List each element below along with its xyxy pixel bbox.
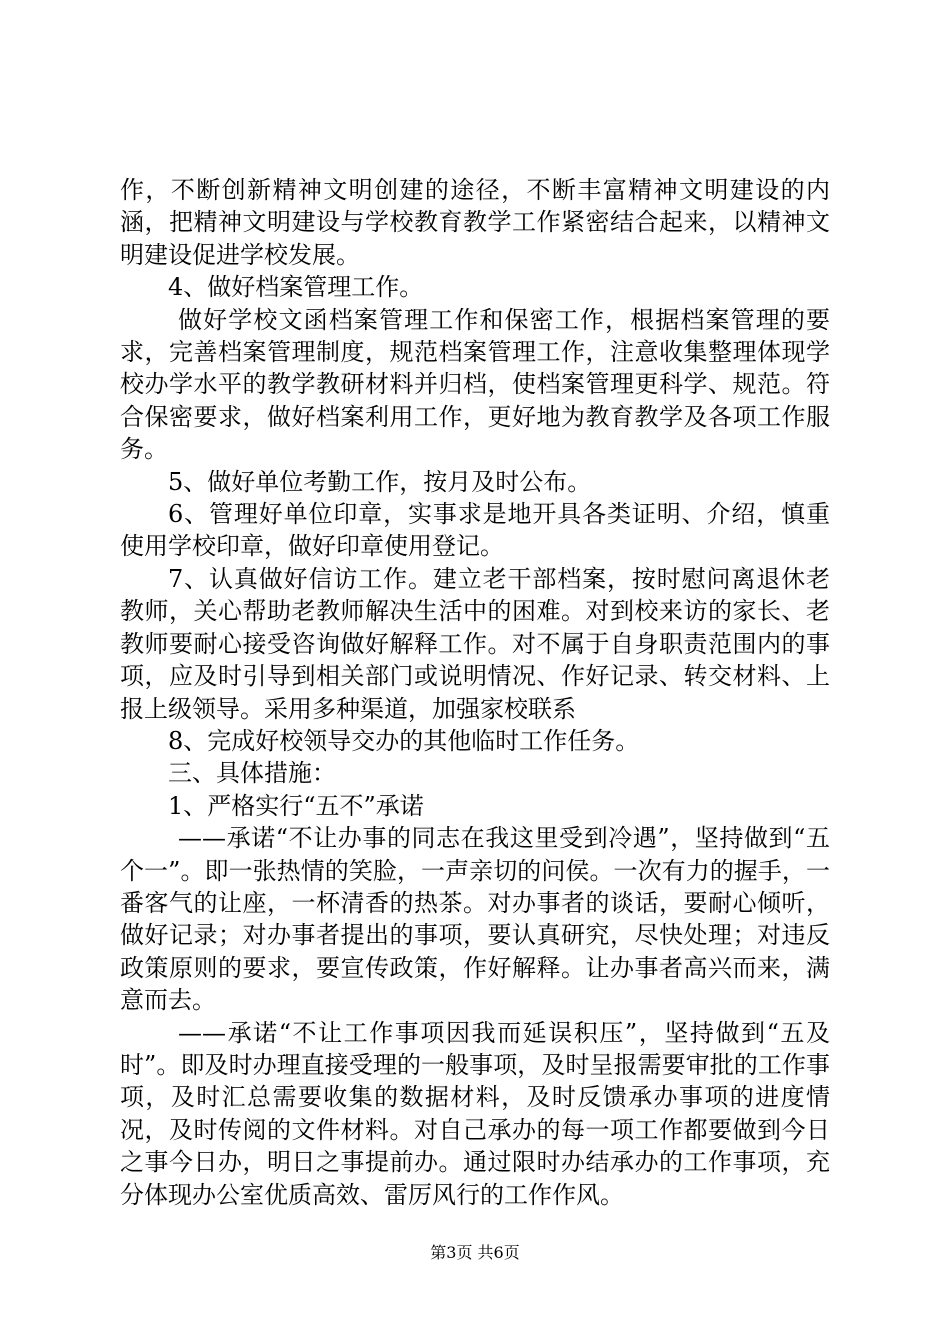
paragraph-item-7: 7、认真做好信访工作。建立老干部档案，按时慰问离退休老教师，关心帮助老教师解决生活中的困难。对到校来访的家长、老教师要耐心接受咨询做好解释工作。对不属于自身职责范围内的事项，应及时引导到相关部门或说明情况、作好记录、转交材料、上报上级领导。采用多种渠道，加强家校联系 xyxy=(120,564,830,723)
document-body xyxy=(120,174,830,1211)
paragraph-item-8: 8、完成好校领导交办的其他临时工作任务。 xyxy=(168,726,640,755)
page-footer xyxy=(0,1243,950,1263)
page-number: 第3页 共6页 xyxy=(430,1243,520,1262)
paragraph-archive-management: 做好学校文函档案管理工作和保密工作，根据档案管理的要求，完善档案管理制度，规范档案管理工作，注意收集整理体现学校办学水平的教学教研材料并归档，使档案管理更科学、规范。符合保密要求，做好档案利用工作，更好地为教育教学及各项工作服务。 xyxy=(120,305,830,464)
paragraph-item-6: 6、管理好单位印章，实事求是地开具各类证明、介绍，慎重使用学校印章，做好印章使用登记。 xyxy=(120,500,830,561)
paragraph-promise-2: ——承诺“不让工作事项因我而延误积压”，坚持做到“五及时”。即及时办理直接受理的一般事项，及时呈报需要审批的工作事项，及时汇总需要收集的数据材料，及时反馈承办事项的进度情况，及时传阅的文件材料。对自己承办的每一项工作都要做到今日之事今日办，明日之事提前办。通过限时办结承办的工作事项，充分体现办公室优质高效、雷厉风行的工作作风。 xyxy=(120,1018,830,1209)
paragraph-item-5: 5、做好单位考勤工作，按月及时公布。 xyxy=(168,467,592,496)
paragraph-measure-1-heading: 1、严格实行“五不”承诺 xyxy=(168,791,424,820)
paragraph-item-4-heading: 4、做好档案管理工作。 xyxy=(168,273,424,302)
paragraph-continuation: 作，不断创新精神文明创建的途径，不断丰富精神文明建设的内涵，把精神文明建设与学校教育教学工作紧密结合起来，以精神文明建设促进学校发展。 xyxy=(120,176,830,269)
paragraph-promise-1: ——承诺“不让办事的同志在我这里受到冷遇”，坚持做到“五个一”。即一张热情的笑脸，一声亲切的问侯。一次有力的握手，一番客气的让座，一杯清香的热茶。对办事者的谈话，要耐心倾听，做好记录；对办事者提出的事项，要认真研究，尽快处理；对违反政策原则的要求，要宣传政策，作好解释。让办事者高兴而来，满意而去。 xyxy=(120,824,830,1015)
section-heading-measures: 三、具体措施： xyxy=(168,759,336,788)
